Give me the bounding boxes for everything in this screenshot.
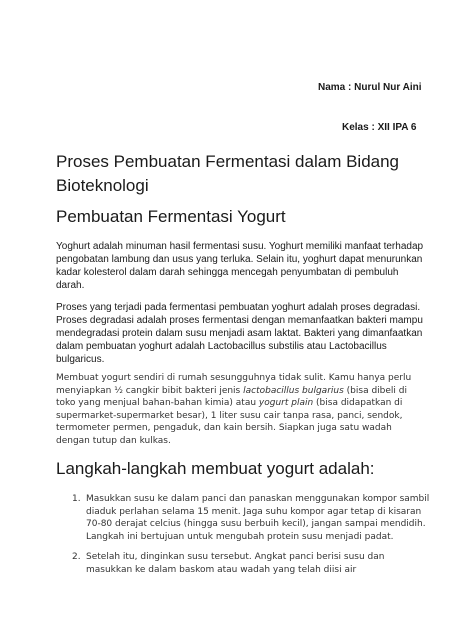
section-heading-steps: Langkah-langkah membuat yogurt adalah: [56, 459, 375, 478]
step-number: 2. [72, 552, 81, 562]
paragraph-yoghurt-definition: Yoghurt adalah minuman hasil fermentasi susu. Yoghurt memiliki manfaat terhadap pengobatan lambung dan usus yang terluka. Selain itu, yoghurt dapat menurunkan kadar kolesterol dalam darah sehingga mencegah penyumbatan di pembuluh darah. [56, 241, 424, 291]
materials-text-b: (bisa dibeli di toko yang menjual bahan-bahan kimia) atau [56, 385, 407, 408]
student-class: Kelas : XII IPA 6 [342, 122, 417, 133]
step-text: Masukkan susu ke dalam panci dan panaskan menggunakan kompor sambil diaduk perlahan selama 15 menit. Jaga suhu kompor agar tetap di kisaran 70-80 derajat celcius (hingga susu berbuih kecil), jangan sampai mendidih. Langkah ini bertujuan untuk mengubah protein susu menjadi padat. [86, 494, 430, 542]
materials-text-c: (bisa didapatkan di supermarket-supermarket besar), 1 liter susu cair tanpa rasa, panci, sendok, termometer permen, pengaduk, dan kain bersih. Siapkan juga satu wadah dengan tutup dan kulkas. [56, 398, 403, 446]
paragraph-degradation-process: Proses yang terjadi pada fermentasi pembuatan yoghurt adalah proses degradasi. Proses degradasi adalah proses fermentasi dengan memanfaatkan bakteri mampu mendegradasi protein dalam susu menjadi asam laktat. Bakteri yang dimanfaatkan dalam pembuatan yoghurt adalah Lactobacillus substilis atau Lactobacillus bulgaricus. [56, 302, 423, 365]
list-item [72, 551, 432, 576]
materials-italic-bacteria: lactobacillus bulgarius [243, 385, 344, 396]
document-title: Proses Pembuatan Fermentasi dalam Bidang Bioteknologi [56, 152, 400, 195]
materials-italic-yogurt: yogurt plain [258, 398, 314, 408]
step-number: 1. [72, 494, 81, 504]
step-text: Setelah itu, dinginkan susu tersebut. Angkat panci berisi susu dan masukkan ke dalam baskom atau wadah yang telah diisi air [86, 552, 385, 575]
steps-list [72, 493, 432, 584]
list-item [72, 493, 432, 543]
student-name: Nama : Nurul Nur Aini [318, 82, 422, 93]
section-heading-yogurt: Pembuatan Fermentasi Yogurt [56, 207, 286, 226]
materials-text-a: Membuat yogurt sendiri di rumah sesungguhnya tidak sulit. Kamu hanya perlu menyiapkan ½ cangkir bibit bakteri jenis [56, 373, 412, 396]
paragraph-materials [56, 372, 428, 447]
